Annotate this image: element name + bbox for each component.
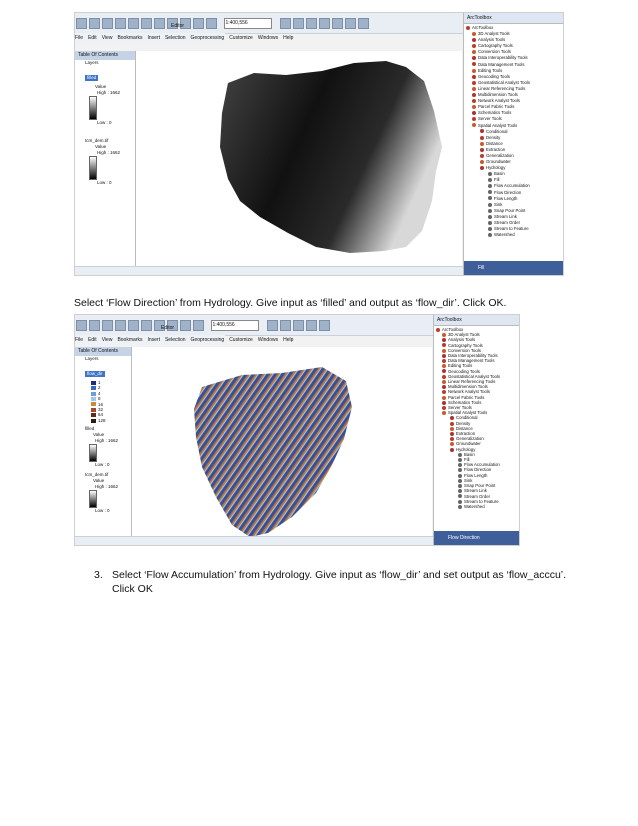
toolbox-item-label: Stream Order <box>494 220 521 225</box>
toc-low-label: Low : 0 <box>97 120 112 125</box>
toc-icon[interactable] <box>293 18 304 29</box>
toc-icon[interactable] <box>280 320 291 331</box>
toolbox-icon[interactable] <box>306 320 317 331</box>
toolbox-item-label: Stream Link <box>494 213 517 219</box>
toolbox-item-label: Conditional <box>456 415 478 421</box>
toolbox-item-label: Flow Length <box>464 472 488 478</box>
toc-layer-filled[interactable]: filled <box>85 426 95 432</box>
toolbox-item-label: Stream Order <box>464 493 491 499</box>
toolbox-icon <box>480 142 484 146</box>
python-icon[interactable] <box>345 18 356 29</box>
toolbox-item-label: Distance <box>486 140 503 146</box>
table-of-contents <box>75 51 136 267</box>
toolbox-item-label: Cartography Tools <box>448 342 483 348</box>
toolbox-icon <box>472 111 476 115</box>
elevation-ramp <box>89 490 97 508</box>
toc-value-label: Value <box>93 432 105 438</box>
toolbox-item-label: Server Tools <box>478 116 502 122</box>
cut-icon[interactable] <box>128 18 139 29</box>
toolbox-item-label: Groundwater <box>456 441 481 447</box>
toolbox-item-label: Extraction <box>486 146 506 152</box>
toolbox-item[interactable] <box>434 504 520 509</box>
toolbox-item-label: Fill <box>464 457 470 463</box>
toolbox-item[interactable] <box>464 232 564 238</box>
toolbox-icon <box>480 148 484 152</box>
menu-windows[interactable]: Windows <box>257 337 279 343</box>
status-bar <box>75 536 433 545</box>
toolbox-icon <box>466 26 470 30</box>
menu-view[interactable]: View <box>101 337 113 343</box>
toolbox-item-label: Geocoding Tools <box>478 73 510 79</box>
menu-selection[interactable]: Selection <box>164 337 186 343</box>
hammer-icon <box>458 505 462 509</box>
map-view[interactable] <box>132 347 432 537</box>
toolbox-item-label: Network Analyst Tools <box>478 98 520 104</box>
toolbox-item-label: Generalization <box>456 436 484 442</box>
save-icon[interactable] <box>102 320 113 331</box>
catalog-icon[interactable] <box>293 320 304 331</box>
toolbox-item-label: Density <box>456 420 471 426</box>
toolbox-item-label: Data Management Tools <box>448 358 495 364</box>
toolbox-item-label: ArcToolbox <box>442 327 464 332</box>
screenshot-flow-direction-result <box>74 314 520 546</box>
undo-icon[interactable] <box>180 320 191 331</box>
toolbox-item-label: Hydrology <box>456 446 476 452</box>
legend-swatch <box>91 402 96 406</box>
screenshot-fill-result <box>74 12 564 276</box>
hammer-icon <box>488 209 492 213</box>
new-icon[interactable] <box>76 18 87 29</box>
toc-layer-flow-dir[interactable]: flow_dir <box>87 371 103 376</box>
toolbox-item-label: Data Interoperability Tools <box>478 55 528 61</box>
editor-icon[interactable] <box>280 18 291 29</box>
toolbox-item-label: Multidimension Tools <box>448 384 488 390</box>
toolbox-item-label: Spatial Analyst Tools <box>478 122 518 128</box>
save-icon[interactable] <box>102 18 113 29</box>
toc-layer-filled[interactable]: filled <box>87 75 97 80</box>
hammer-icon <box>488 215 492 219</box>
toolbox-item-label: Cartography Tools <box>478 43 513 49</box>
toolbox-item-label: Geostatistical Analyst Tools <box>448 373 500 379</box>
toolbox-item-label: Sink <box>494 201 503 207</box>
legend-swatch <box>91 419 96 423</box>
hammer-icon <box>488 227 492 231</box>
menu-help[interactable]: Help <box>283 35 294 41</box>
legend-value: 8 <box>98 396 101 402</box>
menu-file[interactable]: File <box>75 35 84 41</box>
toolbox-icon <box>472 32 476 36</box>
toolbox-tree <box>434 326 520 509</box>
legend-swatch <box>91 381 96 385</box>
toolbox-item-label: Geocoding Tools <box>448 368 480 374</box>
menu-edit[interactable]: Edit <box>88 337 97 343</box>
filled-dem-raster <box>136 51 462 267</box>
toolbox-item-label: Linear Referencing Tools <box>448 379 496 385</box>
toc-value-label: Value <box>95 144 107 149</box>
elevation-ramp <box>89 156 97 180</box>
toolbox-icon <box>442 390 446 394</box>
legend-swatch <box>91 397 96 401</box>
elevation-ramp <box>89 96 97 120</box>
toolbox-item-label: 3D Analyst Tools <box>448 332 480 338</box>
open-icon[interactable] <box>89 18 100 29</box>
scale-input[interactable]: 1:400,556 <box>224 18 272 29</box>
toc-layers[interactable]: Layers <box>85 356 99 361</box>
open-icon[interactable] <box>89 320 100 331</box>
toolbox-search-result[interactable]: Flow Direction <box>434 531 520 545</box>
editor-icon[interactable] <box>267 320 278 331</box>
toc-high-label: High : 1662 <box>95 438 119 444</box>
menu-customize[interactable]: Customize <box>229 35 253 41</box>
table-of-contents <box>75 347 132 537</box>
toc-low-label: Low : 0 <box>97 180 112 185</box>
hammer-icon <box>458 494 462 498</box>
redo-icon[interactable] <box>193 18 204 29</box>
hammer-icon <box>488 196 492 200</box>
toolbox-icon <box>480 166 484 170</box>
toolbox-icon <box>472 44 476 48</box>
menu-insert[interactable]: Insert <box>147 337 160 343</box>
toolbox-icon <box>472 99 476 103</box>
catalog-icon[interactable] <box>306 18 317 29</box>
toolbox-icon <box>450 448 454 452</box>
toolbox-item-label: Schematics Tools <box>448 399 482 405</box>
hammer-icon <box>458 500 462 504</box>
toc-layers[interactable]: Layers <box>85 60 99 65</box>
toolbox-item-label: Flow Direction <box>494 189 522 195</box>
toolbox-item-label: Sink <box>464 477 473 483</box>
toolbox-icon <box>480 154 484 158</box>
toolbox-icon <box>472 81 476 85</box>
hammer-icon <box>488 221 492 225</box>
menu-selection[interactable]: Selection <box>164 35 186 41</box>
toc-low-label: Low : 0 <box>95 508 110 514</box>
map-view[interactable] <box>136 51 462 267</box>
toolbox-icon <box>472 75 476 79</box>
hammer-icon <box>488 233 492 237</box>
toolbox-item-label: Conditional <box>486 128 508 134</box>
toolbox-item-label: Multidimension Tools <box>478 92 518 98</box>
step-number: 3. <box>94 569 103 581</box>
model-icon[interactable] <box>358 18 369 29</box>
copy-icon[interactable] <box>141 320 152 331</box>
toolbox-item-label: Editing Tools <box>448 363 473 369</box>
toolbox-title: ArcToolbox <box>464 13 564 24</box>
toc-low-label: Low : 0 <box>95 462 110 468</box>
legend-value: 64 <box>98 412 104 418</box>
arctoolbox-panel <box>433 315 520 545</box>
hammer-icon <box>458 489 462 493</box>
toolbox-item-label: Flow Accumulation <box>464 462 500 468</box>
print-icon[interactable] <box>115 18 126 29</box>
toolbox-icon <box>442 411 446 415</box>
legend-swatch <box>91 413 96 417</box>
editor-menu[interactable]: Editor <box>161 325 175 331</box>
toolbox-item-label: Snap Pour Point <box>464 483 496 489</box>
menu-bar <box>75 33 294 43</box>
toc-title: Table Of Contents <box>75 51 135 60</box>
hammer-icon <box>458 468 462 472</box>
menu-windows[interactable]: Windows <box>257 35 279 41</box>
menu-geoprocessing[interactable]: Geoprocessing <box>190 35 225 41</box>
hammer-icon <box>458 474 462 478</box>
hammer-icon <box>488 172 492 176</box>
print-icon[interactable] <box>115 320 126 331</box>
toolbox-item-label: Generalization <box>486 152 514 158</box>
toolbox-item-label: Data Interoperability Tools <box>448 353 498 359</box>
cut-icon[interactable] <box>128 320 139 331</box>
toolbox-item-label: Density <box>486 134 501 140</box>
paste-icon[interactable] <box>154 18 165 29</box>
flow-direction-legend <box>75 380 131 423</box>
toolbox-item-label: Groundwater <box>486 159 511 165</box>
menu-bar <box>75 335 294 345</box>
toolbox-item-label: Parcel Fabric Tools <box>448 394 485 400</box>
menu-file[interactable]: File <box>75 337 84 343</box>
toolbox-item-label: Hydrology <box>486 165 506 171</box>
toolbox-item-label: Parcel Fabric Tools <box>478 104 515 110</box>
menu-geoprocessing[interactable]: Geoprocessing <box>190 337 225 343</box>
legend-class <box>75 418 131 423</box>
legend-value: 128 <box>98 417 106 423</box>
toolbox-item-label: Analysis Tools <box>478 37 506 43</box>
toc-high-label: High : 1662 <box>97 90 121 95</box>
toolbox-item-label: ArcToolbox <box>472 25 494 30</box>
legend-value: 32 <box>98 407 104 413</box>
toolbox-item-label: Watershed <box>464 503 485 509</box>
menu-customize[interactable]: Customize <box>229 337 253 343</box>
toolbox-item-label: Linear Referencing Tools <box>478 85 526 91</box>
add-data-icon[interactable] <box>206 18 217 29</box>
toolbox-item-label: Distance <box>456 425 473 431</box>
toc-high-label: High : 1662 <box>95 484 119 490</box>
toolbox-icon <box>442 369 446 373</box>
toolbox-icon <box>450 442 454 446</box>
toolbox-icon <box>442 338 446 342</box>
toolbox-icon <box>480 136 484 140</box>
toolbox-item-label: Watershed <box>494 232 515 238</box>
toolbox-item-label: Server Tools <box>448 405 472 411</box>
toolbox-item-label: Network Analyst Tools <box>448 389 490 395</box>
toolbox-item-label: Schematics Tools <box>478 110 512 116</box>
hammer-icon <box>488 184 492 188</box>
toolbox-icon <box>472 93 476 97</box>
toolbox-title: ArcToolbox <box>434 315 520 326</box>
hammer-icon <box>488 203 492 207</box>
status-bar <box>75 266 463 275</box>
menu-help[interactable]: Help <box>283 337 294 343</box>
toolbox-icon <box>472 38 476 42</box>
toolbox-icon <box>472 87 476 91</box>
hammer-icon <box>488 178 492 182</box>
toolbox-item-label: Stream to Feature <box>494 226 529 232</box>
toolbox-icon <box>472 62 476 66</box>
toolbox-icon <box>472 69 476 73</box>
toolbox-item-label: Flow Length <box>494 195 518 201</box>
toolbox-item-label: Data Management Tools <box>478 61 525 67</box>
toolbox-item-label: Basin <box>464 451 475 457</box>
flow-direction-raster <box>132 347 432 537</box>
legend-swatch <box>91 408 96 412</box>
editor-menu[interactable]: Editor <box>171 23 185 29</box>
toolbox-icon <box>472 56 476 60</box>
menu-view[interactable]: View <box>101 35 113 41</box>
legend-value: 16 <box>98 401 104 407</box>
hammer-icon <box>488 190 492 194</box>
arctoolbox-panel <box>463 13 564 275</box>
toolbox-item-label: Stream to Feature <box>464 498 499 504</box>
elevation-ramp <box>89 444 97 462</box>
legend-swatch <box>91 386 96 390</box>
legend-value: 4 <box>98 390 101 396</box>
toolbox-search-result[interactable]: Fill <box>464 261 564 275</box>
toc-value-label: Value <box>93 478 105 484</box>
legend-swatch <box>91 392 96 396</box>
menu-bookmarks[interactable]: Bookmarks <box>117 35 143 41</box>
toolbox-icon <box>480 129 484 133</box>
toolbox-item-label: Stream Link <box>464 488 487 494</box>
toolbox-icon <box>480 160 484 164</box>
menu-edit[interactable]: Edit <box>88 35 97 41</box>
toolbox-item-label: Editing Tools <box>478 67 503 73</box>
python-icon[interactable] <box>319 320 330 331</box>
toolbox-item-label: Conversion Tools <box>448 347 481 353</box>
toolbox-icon <box>472 123 476 127</box>
copy-icon[interactable] <box>141 18 152 29</box>
toc-value-label: Value <box>95 84 107 89</box>
toolbox-icon <box>472 105 476 109</box>
toolbox-icon <box>450 416 454 420</box>
toolbox-icon <box>442 364 446 368</box>
toc-layer-dem[interactable]: tcm_dem.tif <box>85 472 109 478</box>
toolbox-item-label: Flow Accumulation <box>494 183 530 189</box>
toolbox-item-label: Conversion Tools <box>478 49 511 55</box>
toolbox-item-label: Fill <box>494 177 500 183</box>
toolbox-item-label: Basin <box>494 171 505 177</box>
legend-value: 2 <box>98 385 101 391</box>
toolbox-icon <box>442 343 446 347</box>
toolbox-icon[interactable] <box>332 18 343 29</box>
toolbox-icon <box>442 396 446 400</box>
toolbox-item-label: 3D Analyst Tools <box>478 31 510 37</box>
toolbox-icon <box>472 50 476 54</box>
toolbox-item-label: Flow Direction <box>464 467 492 473</box>
toc-high-label: High : 1662 <box>97 150 121 155</box>
menu-insert[interactable]: Insert <box>147 35 160 41</box>
toolbox-icon <box>450 422 454 426</box>
instruction-flow-direction: Select ‘Flow Direction’ from Hydrology. Give input as ‘filled’ and output as ‘flow_dir’. Click OK. <box>74 297 507 309</box>
redo-icon[interactable] <box>193 320 204 331</box>
toolbox-item-label: Snap Pour Point <box>494 207 526 213</box>
scale-input[interactable]: 1:400,556 <box>211 320 259 331</box>
toc-title: Table Of Contents <box>75 347 131 356</box>
legend-value: 1 <box>98 380 101 385</box>
toc-layer-dem[interactable]: tcm_dem.tif <box>85 138 109 143</box>
toolbox-tree <box>464 24 564 238</box>
menu-bookmarks[interactable]: Bookmarks <box>117 337 143 343</box>
toolbox-icon <box>472 117 476 121</box>
toolbox-item-label: Extraction <box>456 431 476 437</box>
step-text: Select ‘Flow Accumulation’ from Hydrology. Give input as ‘flow_dir’ and set output as ‘flow_acccu’. Click OK <box>112 569 567 595</box>
toolbox-item-label: Geostatistical Analyst Tools <box>478 79 530 85</box>
toolbox-item-label: Analysis Tools <box>448 337 476 343</box>
search-icon[interactable] <box>319 18 330 29</box>
toolbox-icon <box>436 328 440 332</box>
toolbox-item-label: Spatial Analyst Tools <box>448 410 488 416</box>
new-icon[interactable] <box>76 320 87 331</box>
